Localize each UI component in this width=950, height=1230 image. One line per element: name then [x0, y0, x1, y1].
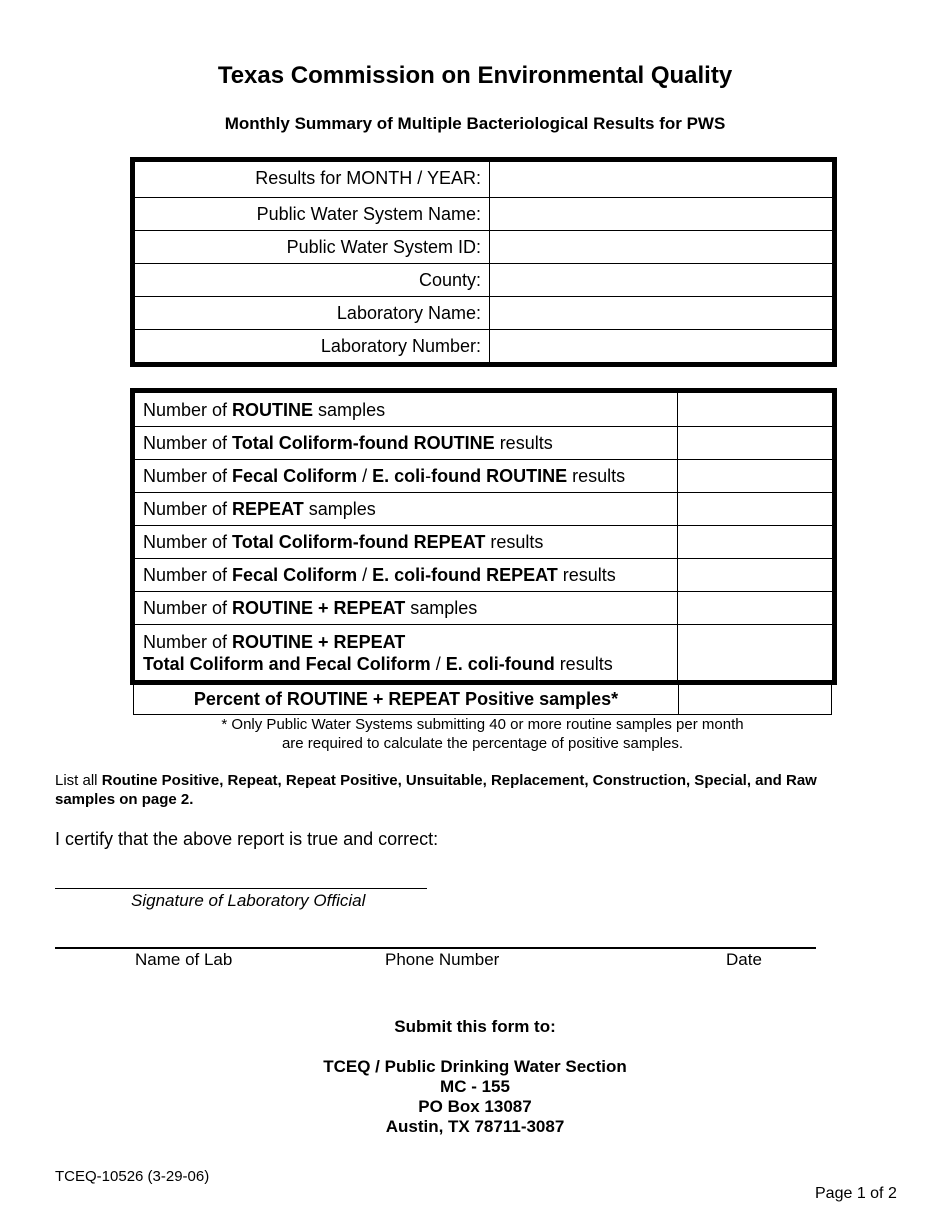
system-name-field[interactable]: [490, 198, 832, 230]
address-line: TCEQ / Public Drinking Water Section: [323, 1057, 627, 1076]
count-row-fc-routine: [135, 459, 832, 492]
fc-routine-label: Number of Fecal Coliform / E. coli-found ROUTINE results: [135, 460, 678, 492]
routine-repeat-positive-field[interactable]: [678, 625, 832, 680]
page-2-instruction: List all Routine Positive, Repeat, Repeat Positive, Unsuitable, Replacement, Construction, Special, and Raw samples on page 2.: [55, 772, 817, 808]
tc-routine-label: Number of Total Coliform-found ROUTINE results: [135, 427, 678, 459]
address-line: MC - 155: [440, 1077, 510, 1096]
fc-repeat-label: Number of Fecal Coliform / E. coli-found REPEAT results: [135, 559, 678, 591]
form-id: TCEQ-10526 (3-29-06): [55, 1168, 210, 1185]
lab-name-field[interactable]: [490, 297, 832, 329]
fc-routine-field[interactable]: [678, 460, 832, 492]
routine-samples-field[interactable]: [678, 393, 832, 426]
sample-counts-table: [130, 388, 837, 685]
tc-repeat-field[interactable]: [678, 526, 832, 558]
lab-name-label: Laboratory Name:: [135, 297, 490, 329]
certification-statement: I certify that the above report is true and correct:: [55, 829, 439, 849]
page-number: Page 1 of 2: [815, 1185, 897, 1202]
address-line: Austin, TX 78711-3087: [385, 1117, 565, 1136]
info-row-system-id: [135, 230, 832, 263]
count-row-routine-repeat-positive: [135, 624, 832, 680]
address-line: PO Box 13087: [418, 1097, 532, 1116]
lab-info-line[interactable]: [55, 947, 816, 949]
count-row-repeat: [135, 492, 832, 525]
system-id-field[interactable]: [490, 231, 832, 263]
percent-positive-row: [133, 683, 832, 715]
form-subtitle: Monthly Summary of Multiple Bacteriological Results for PWS: [224, 114, 726, 133]
routine-repeat-samples-field[interactable]: [678, 592, 832, 624]
system-id-label: Public Water System ID:: [135, 231, 490, 263]
signature-label: Signature of Laboratory Official: [131, 891, 366, 910]
repeat-samples-field[interactable]: [678, 493, 832, 525]
name-of-lab-label: Name of Lab: [135, 950, 233, 969]
repeat-samples-label: Number of REPEAT samples: [135, 493, 678, 525]
lab-number-field[interactable]: [490, 330, 832, 362]
percent-positive-field[interactable]: [679, 683, 831, 714]
count-row-routine-repeat: [135, 591, 832, 624]
footnote: [0, 715, 950, 753]
tc-routine-field[interactable]: [678, 427, 832, 459]
info-row-system-name: [135, 197, 832, 230]
percent-positive-label: Percent of ROUTINE + REPEAT Positive samples*: [134, 683, 679, 714]
info-row-month-year: [135, 162, 832, 197]
routine-repeat-samples-label: Number of ROUTINE + REPEAT samples: [135, 592, 678, 624]
submit-title: Submit this form to:: [394, 1017, 556, 1036]
routine-repeat-positive-label: Number of ROUTINE + REPEAT Total Coliform and Fecal Coliform / E. coli-found results: [135, 625, 678, 680]
fc-repeat-field[interactable]: [678, 559, 832, 591]
count-row-tc-routine: [135, 426, 832, 459]
count-row-tc-repeat: [135, 525, 832, 558]
routine-samples-label: Number of ROUTINE samples: [135, 393, 678, 426]
tc-repeat-label: Number of Total Coliform-found REPEAT results: [135, 526, 678, 558]
count-row-fc-repeat: [135, 558, 832, 591]
footnote-line-2: are required to calculate the percentage of positive samples.: [281, 735, 684, 752]
system-info-table: [130, 157, 837, 367]
month-year-label: Results for MONTH / YEAR:: [135, 162, 490, 197]
footnote-line-1: * Only Public Water Systems submitting 40 or more routine samples per month: [221, 716, 744, 733]
system-name-label: Public Water System Name:: [135, 198, 490, 230]
count-row-routine: [135, 393, 832, 426]
page-title: Texas Commission on Environmental Quality: [217, 62, 733, 89]
lab-number-label: Laboratory Number:: [135, 330, 490, 362]
signature-line[interactable]: [55, 888, 427, 889]
date-label: Date: [726, 950, 762, 969]
info-row-lab-name: [135, 296, 832, 329]
phone-number-label: Phone Number: [385, 950, 500, 969]
county-field[interactable]: [490, 264, 832, 296]
info-row-county: [135, 263, 832, 296]
county-label: County:: [135, 264, 490, 296]
info-row-lab-number: [135, 329, 832, 362]
mailing-address: [0, 1057, 950, 1137]
month-year-field[interactable]: [490, 162, 832, 197]
